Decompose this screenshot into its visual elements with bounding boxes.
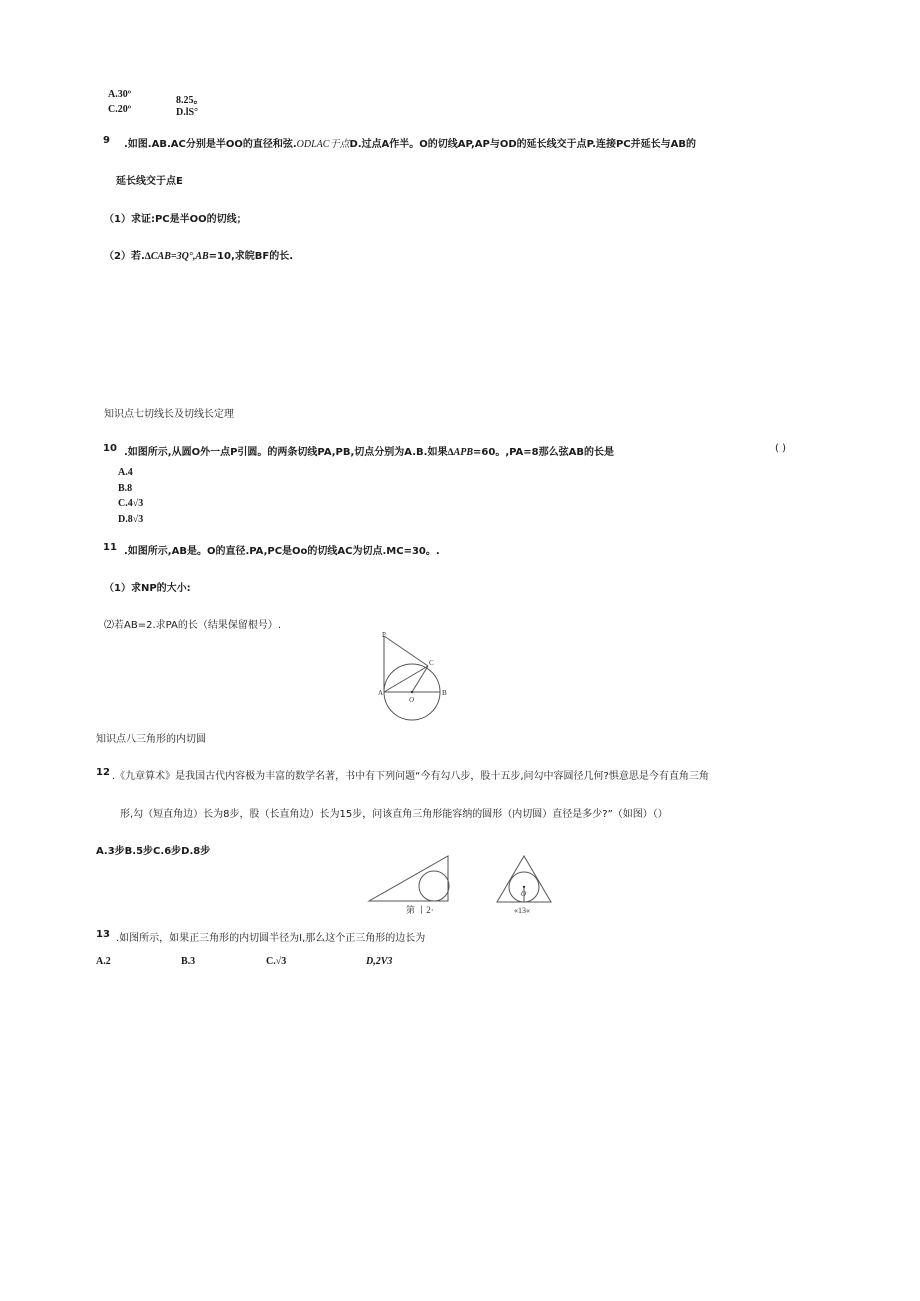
q9-stem-part1: .如图.AB.AC分别是半OO的直径和弦. — [124, 139, 297, 150]
q13-option-d: D,2V3 — [366, 956, 393, 967]
chord-ac — [384, 666, 428, 692]
right-triangle — [369, 856, 448, 901]
q13-figure-equilateral-triangle — [494, 852, 556, 918]
q13-option-b: B.3 — [181, 956, 196, 967]
q10-answer-bracket: ( ) — [775, 443, 786, 454]
q10-option-d: D.8√3 — [118, 514, 144, 525]
q10-option-b: B.8 — [118, 483, 133, 494]
q11-part1: （1）求NP的大小: — [104, 583, 191, 594]
q12-number: 12 — [96, 767, 110, 778]
q8-option-b: 8.25。 — [176, 95, 204, 106]
q9-part2-italic: ∆CAB=3Q°,AB — [144, 251, 209, 262]
q11-number: 11 — [103, 542, 117, 553]
q9-stem-line2: 延长线交于点E — [116, 176, 183, 187]
q10-stem-part1: .如图所示,从圆O外一点P引圆。的两条切线PA,PB,切点分别为A.B.如果 — [124, 447, 448, 458]
q9-part1: （1）求证:PC是半OO的切线； — [104, 214, 247, 225]
q12-stem-line2: 形,勾（短直角边）长为8步，股（长直角边）长为15步，问该直角三角形能容纳的圆形（内切圆）直径是多少?”（如图）（） — [120, 809, 668, 820]
q10-stem-part2: =60。,PA=8那么弦AB的长是 — [473, 447, 614, 458]
label-a: A — [378, 689, 384, 697]
label-b: B — [442, 689, 447, 697]
fig13-caption: «13« — [514, 906, 530, 915]
label-c: C — [429, 659, 434, 667]
q9-number: 9 — [103, 135, 110, 146]
incircle — [419, 871, 449, 901]
q9-part2-suffix: =10,求皖BF的长. — [208, 251, 294, 262]
q11-figure — [372, 630, 454, 722]
q8-option-d: D.lS° — [176, 107, 199, 118]
q10-option-a: A.4 — [118, 467, 133, 478]
q9-stem-part2: D.过点A作半。O的切线AP,AP与OD的延长线交于点P.连接PC并延长与AB的 — [349, 139, 696, 150]
radius-oc — [412, 666, 428, 692]
q12-figure-right-triangle — [366, 852, 456, 918]
q13-number: 13 — [96, 929, 110, 940]
q10-number: 10 — [103, 443, 117, 454]
section8-title: 知识点八三角形的内切圆 — [96, 734, 206, 745]
label-p: P — [382, 631, 386, 639]
q12-stem-line1: .《九章算术》是我国古代内容极为丰富的数学名著，书中有下列问题“今有勾八步，股十五步,问勾中容圆径几何?惧意思是今有直角三角 — [112, 771, 709, 782]
q9-stem — [124, 135, 696, 150]
q9-part2 — [104, 247, 293, 262]
q13-stem: .如图所示，如果正三角形的内切圆半径为I,那么这个正三角形的边长为 — [116, 933, 426, 944]
fig12-caption: 第 丨2· — [406, 905, 434, 915]
q10-option-c: C.4√3 — [118, 498, 144, 509]
q11-stem: .如图所示,AB是。O的直径.PA,PC是Oo的切线AC为切点.MC=30。. — [124, 546, 440, 557]
q8-option-c: C.20º — [108, 104, 132, 115]
tangent-line-pc — [384, 636, 428, 666]
q13-option-c: C.√3 — [266, 956, 287, 967]
label-o: O — [521, 890, 527, 898]
q9-part2-prefix: （2）若. — [104, 251, 145, 262]
q11-part2: ⑵若AB=2.求PA的长（结果保留根号）. — [104, 620, 282, 631]
q13-option-a: A.2 — [96, 956, 111, 967]
q12-options: A.3步B.5步C.6步D.8步 — [96, 846, 211, 857]
q10-stem — [124, 443, 614, 458]
q9-stem-italic: ODLAC于点 — [296, 139, 350, 150]
q8-option-a: A.30º — [108, 89, 132, 100]
center-point — [411, 691, 413, 693]
q10-stem-italic: ∆APB — [447, 447, 474, 458]
label-o: O — [409, 696, 415, 704]
section7-title: 知识点七切线长及切线长定理 — [104, 409, 234, 420]
